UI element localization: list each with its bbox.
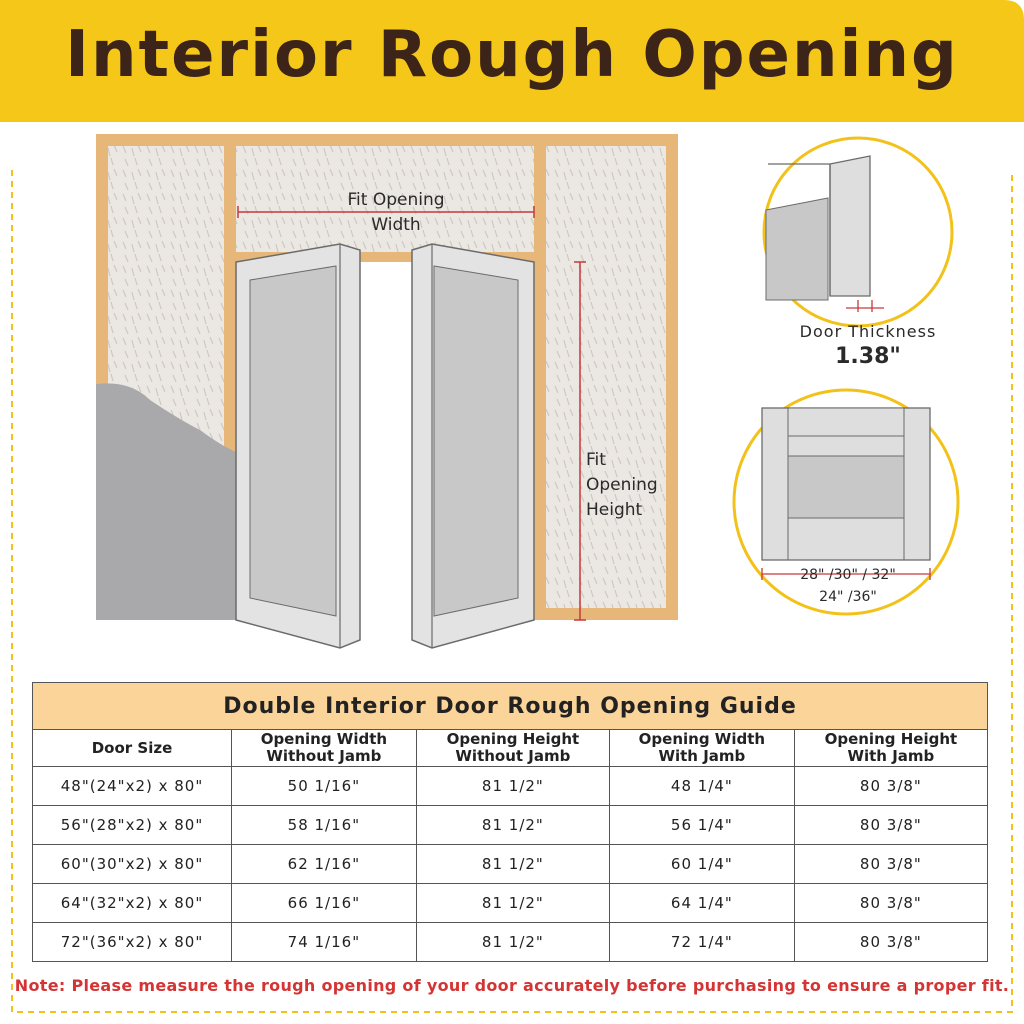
cell-width-without-jamb: 58 1/16": [232, 806, 417, 845]
door-widths-line-2: 24" /36": [819, 589, 877, 605]
cell-height-with-jamb: 80 3/8": [794, 767, 987, 806]
cell-width-with-jamb: 72 1/4": [609, 923, 794, 962]
cell-width-without-jamb: 62 1/16": [232, 845, 417, 884]
cell-height-with-jamb: 80 3/8": [794, 884, 987, 923]
height-label-line-3: Height: [586, 500, 643, 520]
thickness-label: Door Thickness: [799, 322, 937, 341]
cell-door-size: 72"(36"x2) x 80": [33, 923, 232, 962]
table-caption: Double Interior Door Rough Opening Guide: [33, 683, 988, 730]
cell-height-without-jamb: 81 1/2": [416, 806, 609, 845]
cell-width-without-jamb: 66 1/16": [232, 884, 417, 923]
height-label: [576, 448, 686, 523]
thickness-detail: [764, 138, 952, 326]
cell-width-with-jamb: 60 1/4": [609, 845, 794, 884]
table-row: [33, 845, 988, 884]
cell-height-without-jamb: 81 1/2": [416, 923, 609, 962]
cell-width-without-jamb: 74 1/16": [232, 923, 417, 962]
cell-height-with-jamb: 80 3/8": [794, 845, 987, 884]
cell-width-with-jamb: 48 1/4": [609, 767, 794, 806]
cell-height-without-jamb: 81 1/2": [416, 767, 609, 806]
width-label-line-2: Width: [371, 215, 421, 235]
width-label: [300, 188, 492, 238]
cell-door-size: 64"(32"x2) x 80": [33, 884, 232, 923]
right-door: [412, 244, 534, 648]
table-row: [33, 806, 988, 845]
height-label-line-1: Fit: [586, 450, 606, 470]
table-row: [33, 767, 988, 806]
purchase-note: Note: Please measure the rough opening of your door accurately before purchasing to ensure a proper fit.: [14, 976, 1010, 995]
table-header-row: [33, 730, 988, 767]
page-title: Interior Rough Opening: [65, 18, 959, 92]
cell-height-with-jamb: 80 3/8": [794, 806, 987, 845]
door-widths-line-1: 28" /30" / 32": [800, 567, 896, 583]
header-door-size: Door Size: [33, 730, 232, 767]
table-row: [33, 884, 988, 923]
cell-height-without-jamb: 81 1/2": [416, 884, 609, 923]
rough-opening-table: [32, 682, 988, 962]
header-width-without-jamb: Opening Width Without Jamb: [232, 730, 417, 767]
cell-height-without-jamb: 81 1/2": [416, 845, 609, 884]
header-width-with-jamb: Opening Width With Jamb: [609, 730, 794, 767]
table-row: [33, 923, 988, 962]
left-door: [236, 244, 360, 648]
cell-door-size: 56"(28"x2) x 80": [33, 806, 232, 845]
header-height-with-jamb: Opening Height With Jamb: [794, 730, 987, 767]
cell-door-size: 60"(30"x2) x 80": [33, 845, 232, 884]
cell-width-without-jamb: 50 1/16": [232, 767, 417, 806]
thickness-value: 1.38": [835, 344, 901, 369]
cell-door-size: 48"(24"x2) x 80": [33, 767, 232, 806]
width-label-line-1: Fit Opening: [347, 190, 445, 210]
cell-width-with-jamb: 64 1/4": [609, 884, 794, 923]
cell-height-with-jamb: 80 3/8": [794, 923, 987, 962]
cell-width-with-jamb: 56 1/4": [609, 806, 794, 845]
height-label-line-2: Opening: [586, 475, 658, 495]
header-height-without-jamb: Opening Height Without Jamb: [416, 730, 609, 767]
